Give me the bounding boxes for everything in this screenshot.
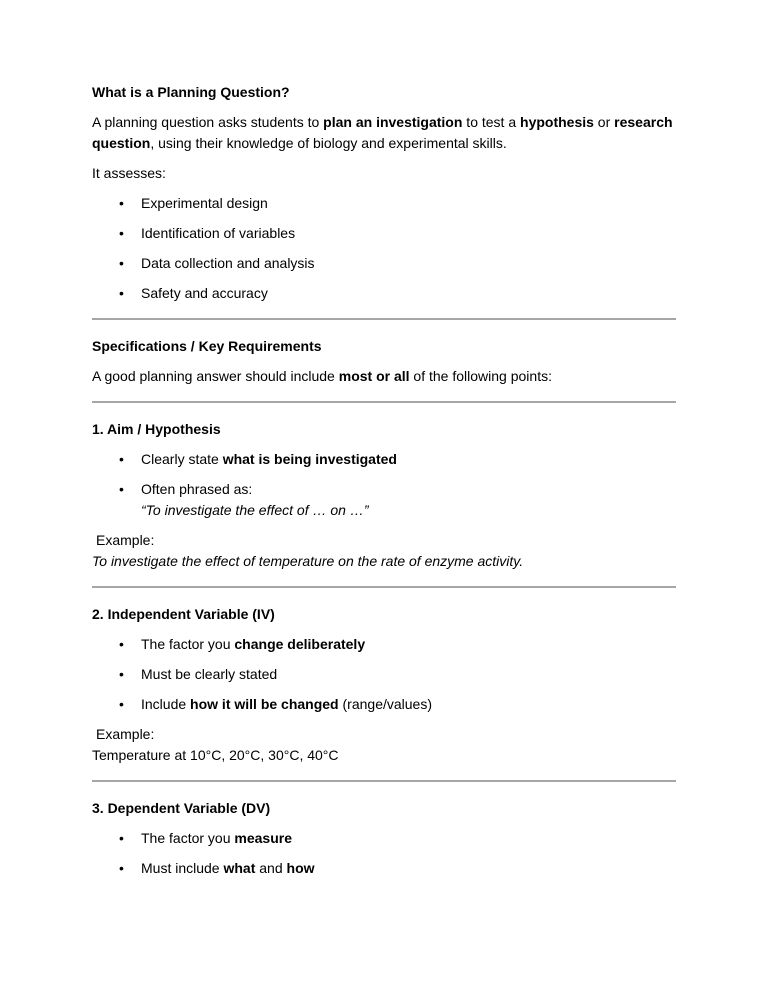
text-segment: and [255,860,287,876]
text-segment: The factor you [141,830,235,846]
section-divider [92,401,676,403]
aim-list [92,449,676,521]
list-item: • Must be clearly stated [92,664,676,685]
section-divider [92,586,676,588]
text-segment: A planning question asks students to [92,114,324,130]
list-item: • Safety and accuracy [92,283,676,304]
text-segment: hypothesis [520,114,594,130]
list-item [92,828,676,849]
intro-paragraph [92,112,676,154]
text-line-italic: “To investigate the effect of … on …” [141,502,369,518]
example-text: To investigate the effect of temperature on the rate of enzyme activity. [92,553,524,569]
specs-paragraph [92,366,676,387]
list-item [92,479,676,521]
example-label: Example: [96,532,155,548]
section-divider [92,780,676,782]
section-aim-hypothesis [92,419,676,572]
assesses-list [92,193,676,304]
text-segment: Must include [141,860,224,876]
assesses-label: It assesses: [92,165,166,181]
text-segment: The factor you [141,636,235,652]
heading-aim-hypothesis: 1. Aim / Hypothesis [92,421,221,437]
dv-list [92,828,676,879]
heading-independent-variable: 2. Independent Variable (IV) [92,606,275,622]
text-segment: to test a [462,114,521,130]
iv-list [92,634,676,715]
text-segment: or [593,114,615,130]
list-item: • Data collection and analysis [92,253,676,274]
text-segment: plan an investigation [323,114,463,130]
text-segment: , using their knowledge of biology and experimental skills. [150,135,507,151]
list-item [92,449,676,470]
section-specifications [92,336,676,387]
example-text: Temperature at 10°C, 20°C, 30°C, 40°C [92,747,339,763]
text-segment: what is being investigated [222,451,397,467]
text-segment: of the following points: [409,368,552,384]
text-segment: most or all [338,368,410,384]
text-segment: (range/values) [338,696,433,712]
list-item [92,694,676,715]
section-divider [92,318,676,320]
text-segment: Clearly state [141,451,223,467]
heading-specifications: Specifications / Key Requirements [92,338,322,354]
text-segment: research question [92,114,673,151]
section-intro [92,82,676,304]
text-segment: A good planning answer should include [92,368,339,384]
list-item: • Identification of variables [92,223,676,244]
text-segment: change deliberately [234,636,366,652]
list-item: • Experimental design [92,193,676,214]
text-segment: what [223,860,256,876]
text-segment: how it will be changed [190,696,339,712]
text-line: • Often phrased as: [141,481,253,497]
text-segment: how [286,860,315,876]
section-independent-variable [92,604,676,766]
heading-what-is-a-planning-question: What is a Planning Question? [92,84,290,100]
section-dependent-variable [92,798,676,879]
list-item [92,858,676,879]
example-label: Example: [96,726,155,742]
text-segment: Include [141,696,191,712]
text-segment: measure [234,830,292,846]
list-item [92,634,676,655]
heading-dependent-variable: 3. Dependent Variable (DV) [92,800,271,816]
